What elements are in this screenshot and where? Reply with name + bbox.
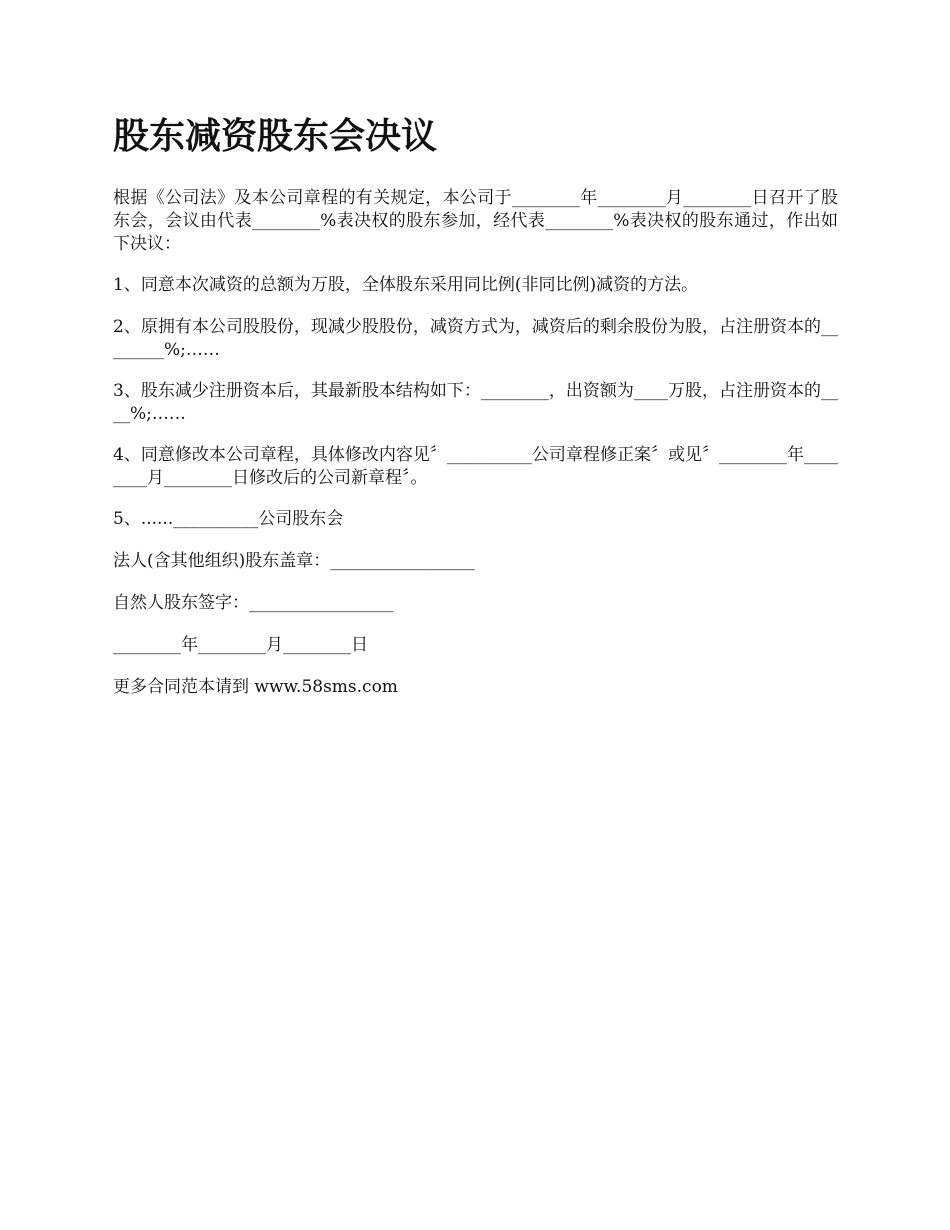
footer-website-note: 更多合同范本请到 www.58sms.com (113, 677, 398, 697)
paragraph-item-1: 1、同意本次减资的总额为万股，全体股东采用同比例(非同比例)减资的方法。 (113, 275, 699, 295)
natural-person-signature-line: 自然人股东签字：_________________ (113, 593, 394, 613)
paragraph-intro: 根据《公司法》及本公司章程的有关规定，本公司于________年________月________日召开了股东会，会议由代表________%表决权的股东参加，经代表________%表决权的股东通过，作出如下决议： (113, 188, 838, 254)
date-line: ________年________月________日 (113, 635, 368, 655)
legal-person-seal-line: 法人(含其他组织)股东盖章：_________________ (113, 551, 475, 571)
document-page (113, 112, 838, 699)
paragraph-item-4: 4、同意修改本公司章程，具体修改内容见〞__________公司章程修正案〞或见〞________年________月________日修改后的公司新章程〞。 (113, 445, 838, 488)
document-title: 股东减资股东会决议 (113, 115, 438, 157)
paragraph-item-5: 5、......__________公司股东会 (113, 509, 344, 529)
paragraph-item-2: 2、原拥有本公司股股份，现减少股股份，减资方式为，减资后的剩余股份为股，占注册资本的________%;…… (113, 317, 838, 360)
paragraph-item-3: 3、股东减少注册资本后，其最新股本结构如下：________，出资额为____万股，占注册资本的____%;…… (113, 381, 838, 424)
